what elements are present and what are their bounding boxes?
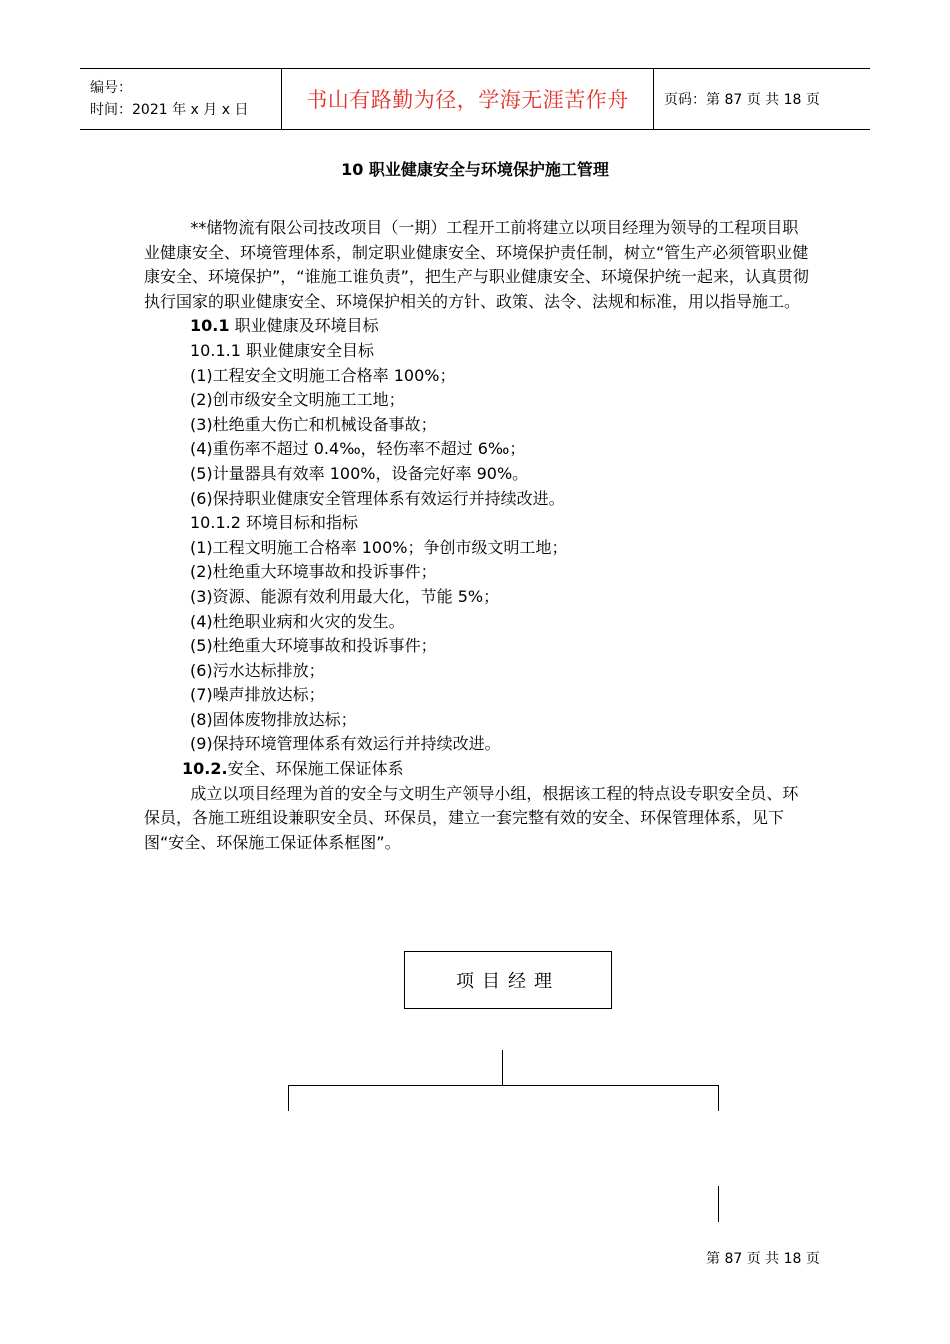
document-body: [144, 216, 810, 855]
section-10-2-number: 10.2.: [182, 759, 228, 779]
project-manager-box: [404, 951, 612, 1009]
intro-paragraph: **储物流有限公司技改项目（一期）工程开工前将建立以项目经理为领导的工程项目职业健康安全、环境管理体系，制定职业健康安全、环境保护责任制，树立“管生产必须管职业健康安全、环境保护”，“谁施工谁负责”，把生产与职业健康安全、环境保护统一起来，认真贯彻执行国家的职业健康安全、环境保护相关的方针、政策、法令、法规和标准，用以指导施工。: [144, 218, 809, 311]
page-header: [80, 68, 870, 130]
connector-right-lower: [718, 1186, 719, 1222]
list-item: (2)创市级安全文明施工工地；: [190, 390, 405, 410]
subsection-10-1-1: 10.1.1 职业健康安全目标: [190, 340, 374, 360]
section-10-1-text: 职业健康及环境目标: [229, 316, 379, 336]
subsection-10-1-2: 10.1.2 环境目标和指标: [190, 513, 358, 533]
list-item: (5)杜绝重大环境事故和投诉事件；: [190, 636, 437, 656]
list-item: (3)杜绝重大伤亡和机械设备事故；: [190, 414, 437, 434]
document-date: 时间：2021 年 x 月 x 日: [90, 102, 249, 118]
section-10-1-heading: [144, 314, 810, 339]
list-item: (4)重伤率不超过 0.4‰，轻伤率不超过 6‰；: [190, 439, 526, 459]
page-label: 页码：第 87 页 共 18 页: [664, 92, 820, 108]
list-item: (4)杜绝职业病和火灾的发生。: [190, 611, 405, 631]
header-page-number: [654, 69, 870, 129]
connector-left-drop: [288, 1085, 289, 1111]
motto-text: 书山有路勤为径，学海无涯苦作舟: [306, 88, 629, 112]
header-motto: [281, 69, 654, 129]
connector-right-drop: [718, 1085, 719, 1111]
list-item: (5)计量器具有效率 100%，设备完好率 90%。: [190, 463, 529, 483]
document-number: 编号：: [90, 80, 132, 96]
connector-vertical-top: [502, 1050, 503, 1086]
document-title: 10 职业健康安全与环境保护施工管理: [341, 160, 609, 179]
list-item: (8)固体废物排放达标；: [190, 709, 357, 729]
list-item: (9)保持环境管理体系有效运行并持续改进。: [190, 734, 501, 754]
list-item: (1)工程文明施工合格率 100%；争创市级文明工地；: [190, 537, 568, 557]
project-manager-label: 项目经理: [456, 971, 560, 992]
list-item: (6)污水达标排放；: [190, 660, 325, 680]
list-item: (3)资源、能源有效利用最大化，节能 5%；: [190, 586, 500, 606]
page-footer: 第 87 页 共 18 页: [706, 1251, 820, 1267]
header-meta: [80, 69, 281, 129]
list-item: (6)保持职业健康安全管理体系有效运行并持续改进。: [190, 488, 565, 508]
list-item: (7)噪声排放达标；: [190, 685, 325, 705]
list-item: (1)工程安全文明施工合格率 100%；: [190, 365, 456, 385]
section-10-1-number: 10.1: [190, 316, 230, 336]
section-10-2-text: 安全、环保施工保证体系: [227, 759, 404, 779]
section-10-2-paragraph: 成立以项目经理为首的安全与文明生产领导小组，根据该工程的特点设专职安全员、环保员，各施工班组设兼职安全员、环保员，建立一套完整有效的安全、环保管理体系，见下图“安全、环保施工保证体系框图”。: [144, 783, 799, 852]
section-10-2-heading: [144, 757, 810, 782]
list-item: (2)杜绝重大环境事故和投诉事件；: [190, 562, 437, 582]
connector-horizontal: [288, 1085, 719, 1086]
